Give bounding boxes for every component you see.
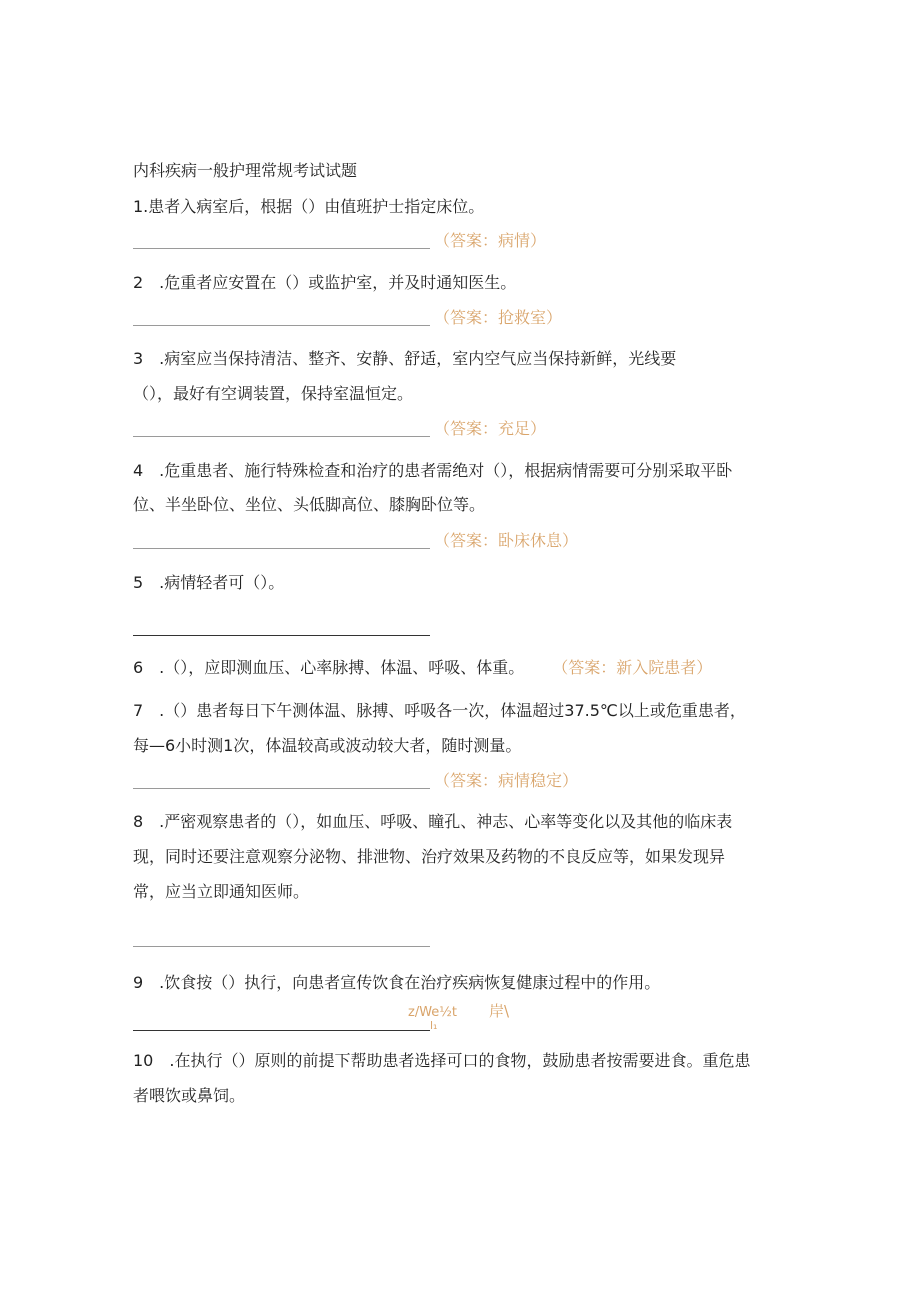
question-6-stem: 6 .（），应即测血压、心率脉搏、体温、呼吸、体重。 [133, 658, 525, 677]
question-1-text: 1.患者入病室后，根据（）由值班护士指定床位。 [133, 197, 485, 216]
question-5-text: 5 .病情轻者可（）。 [133, 573, 285, 592]
question-4-line-2: 位、半坐卧位、坐位、头低脚高位、膝胸卧位等。 [133, 495, 486, 514]
answer-blank-line [133, 946, 430, 947]
question-4-answer: （答案：卧床休息） [434, 531, 579, 550]
question-1-answer: （答案：病情） [434, 231, 547, 250]
question-8-line-2: 现，同时还要注意观察分泌物、排泄物、治疗效果及药物的不良反应等，如果发现异 [133, 847, 726, 866]
answer-blank-line [133, 788, 430, 789]
question-6-answer: （答案：新入院患者） [560, 658, 713, 677]
question-7-line-1: 7 .（）患者每日下午测体温、脉搏、呼吸各一次，体温超过37.5℃以上或危重患者， [133, 701, 746, 720]
question-2-answer: （答案：抢救室） [434, 308, 563, 327]
question-6-text [133, 658, 712, 678]
question-8-line-1: 8 .严密观察患者的（），如血压、呼吸、瞳孔、神志、心率等变化以及其他的临床表 [133, 812, 733, 831]
question-7-line-2: 每—6小时测1次，体温较高或波动较大者，随时测量。 [133, 736, 522, 755]
question-9-text: 9 .饮食按（）执行，向患者宣传饮食在治疗疾病恢复健康过程中的作用。 [133, 973, 661, 992]
answer-blank-line [133, 1030, 430, 1031]
answer-blank-line [133, 436, 430, 437]
question-3-answer: （答案：充足） [434, 419, 547, 438]
question-3-line-2: （），最好有空调装置，保持室温恒定。 [133, 384, 414, 403]
question-2-text: 2 .危重者应安置在（）或监护室，并及时通知医生。 [133, 273, 517, 292]
garbled-answer-text-2: 岸\ [489, 1002, 510, 1020]
garbled-answer-text-1: z/We½t [408, 1005, 457, 1020]
question-7-answer: （答案：病情稳定） [434, 771, 579, 790]
answer-blank-line [133, 325, 430, 326]
question-8-line-3: 常，应当立即通知医师。 [133, 882, 310, 901]
answer-blank-line [133, 548, 430, 549]
question-4-line-1: 4 .危重患者、施行特殊检查和治疗的患者需绝对（），根据病情需要可分别采取平卧 [133, 461, 733, 480]
question-10-line-1: 10 .在执行（）原则的前提下帮助患者选择可口的食物，鼓励患者按需要进食。重危患 [133, 1051, 751, 1070]
garbled-answer-text-3: l₁ [430, 1019, 438, 1032]
document-title: 内科疾病一般护理常规考试试题 [133, 161, 358, 180]
answer-blank-line [133, 635, 430, 636]
question-10-line-2: 者喂饮或鼻饲。 [133, 1086, 246, 1105]
answer-blank-line [133, 248, 430, 249]
question-3-line-1: 3 .病室应当保持清洁、整齐、安静、舒适，室内空气应当保持新鲜，光线要 [133, 349, 677, 368]
